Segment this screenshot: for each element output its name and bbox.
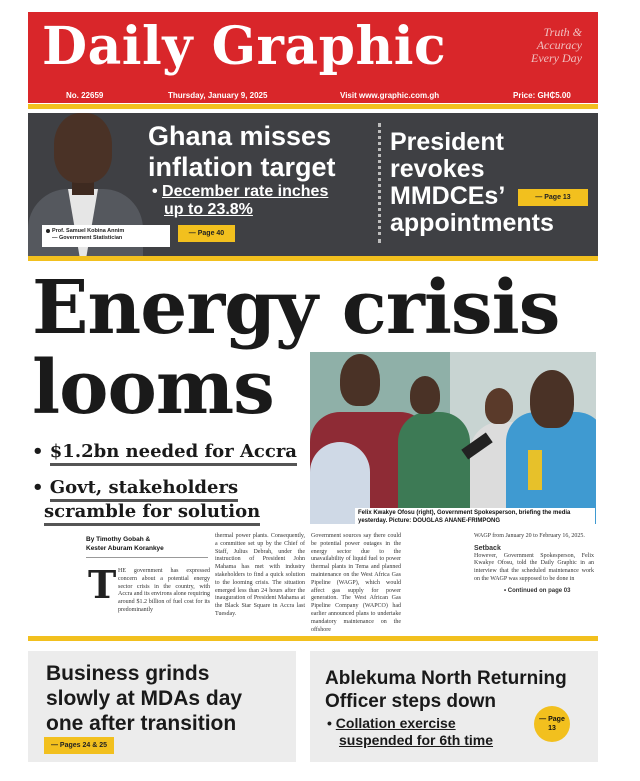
- newspaper-logo: Daily Graphic: [42, 16, 447, 77]
- column-4-intro: WAGP from January 20 to February 16, 2025.: [474, 533, 585, 539]
- continued-on-page-link[interactable]: • Continued on page 03: [504, 587, 571, 594]
- teaser-inflation-bullet: • December rate inches up to 23.8%: [152, 183, 329, 218]
- teaser-mmdce-headline[interactable]: [390, 129, 554, 237]
- headline-line-1: Ablekuma North Returning: [325, 668, 567, 689]
- page-ref-40[interactable]: — Page 40: [178, 225, 235, 242]
- sub-headline-2: • Govt, stakeholders scramble for solution: [32, 476, 260, 524]
- setback-subhead: Setback: [474, 544, 501, 552]
- photo-caption-statistician: [42, 225, 170, 247]
- byline: [86, 535, 206, 553]
- byline-line-2: Kester Aburam Korankye: [86, 545, 164, 552]
- sub-headline-2-line-2: scramble for solution: [44, 501, 260, 526]
- tagline-line-2: Accuracy: [536, 38, 582, 52]
- bullet-line-2: up to 23.8%: [164, 201, 253, 218]
- bottom-divider: [296, 651, 310, 762]
- photo-caption-spokesperson: Felix Kwakye Ofosu (right), Government Spokesperson, briefing the media yesterday. Picture: DOUGLAS ANANE-FRIMPONG: [355, 508, 595, 526]
- bottom-teaser-band: [28, 651, 598, 762]
- headline-line-3: one after transition: [46, 712, 237, 735]
- headline-line-2: revokes: [390, 155, 485, 183]
- issue-number: No. 22659: [66, 91, 104, 100]
- teaser-inflation-headline[interactable]: [148, 121, 336, 183]
- main-headline-line-1: Energy crisis: [32, 265, 560, 351]
- masthead: [28, 12, 598, 89]
- main-headline-line-2: looms: [32, 345, 274, 431]
- story-column-2: thermal power plants. Consequently, a committee set up by the Chief of Staff, Julius Debrah, under the instruction of President John Mahama has met with industry stakeholders to find a quick solution to the looming crisis. The situation emerged less than 24 hours after the inauguration of President Mahama at the Black Star Square in Accra last Tuesday.: [215, 533, 305, 617]
- headline-line-2: slowly at MDAs day: [46, 687, 243, 710]
- dotted-divider: [378, 123, 382, 243]
- teaser-mdas-headline[interactable]: [46, 661, 242, 736]
- press-briefing-photo: [310, 352, 596, 524]
- drop-cap: T: [88, 562, 117, 607]
- page-ref-24-25[interactable]: — Pages 24 & 25: [44, 737, 114, 754]
- bullet-line-2: suspended for 6th time: [339, 732, 494, 748]
- website-link[interactable]: Visit www.graphic.com.gh: [340, 91, 440, 100]
- headline-line-1: Ghana misses: [148, 121, 332, 151]
- headline-line-2: inflation target: [148, 152, 336, 182]
- caption-title: — Government Statistician: [52, 235, 123, 241]
- bullet-line-1: Collation exercise: [335, 715, 456, 731]
- price: Price: GH₵5.00: [513, 91, 571, 100]
- tagline-line-1: Truth &: [543, 25, 582, 39]
- issue-date: Thursday, January 9, 2025: [168, 91, 268, 100]
- bullet-line-1: December rate inches: [162, 183, 329, 200]
- gold-divider-bottom: [28, 636, 598, 641]
- gold-divider-mid: [28, 256, 598, 261]
- headline-line-1: President: [390, 128, 504, 156]
- main-headline[interactable]: [32, 265, 560, 431]
- headline-line-4: appointments: [390, 209, 554, 237]
- story-column-3: Government sources say there could be potential power outages in the energy sector due to the unavailability of liquid fuel to power thermal plants in Tema and planned maintenance on the West Africa Gas Pipeline (WAGP), which would affect gas supply for power generation. The West African Gas Pipeline Company (WAPCO) had earlier announced plans to undertake mandatory maintenance on the offshore: [311, 533, 401, 633]
- column-4-body: However, Government Spokesperson, Felix Kwakye Ofosu, told the Daily Graphic in an interview that the scheduled maintenance work on the WAGP was supposed to be done in: [474, 552, 594, 582]
- circle-tag-line-1: — Page: [539, 716, 565, 723]
- story-column-4: [474, 533, 594, 596]
- teaser-ablekuma-bullet: • Collation exercise suspended for 6th time: [327, 715, 494, 748]
- page-ref-13-circle[interactable]: [534, 706, 570, 742]
- teaser-ablekuma-headline[interactable]: [325, 667, 567, 713]
- headline-line-2: Officer steps down: [325, 691, 497, 712]
- byline-rule: [86, 557, 208, 558]
- tagline-line-3: Every Day: [531, 51, 582, 65]
- headline-line-1: Business grinds: [46, 662, 210, 685]
- masthead-info-bar: [28, 89, 598, 103]
- masthead-tagline: [531, 26, 582, 65]
- caption-name: Prof. Samuel Kobina Annim: [52, 228, 125, 234]
- page-ref-13[interactable]: — Page 13: [518, 189, 588, 206]
- sub-headline-2-line-1: Govt, stakeholders: [50, 477, 238, 502]
- sub-headline-1-text: $1.2bn needed for Accra: [50, 441, 297, 466]
- circle-tag-line-2: 13: [548, 725, 556, 732]
- headline-line-3: MMDCEs’: [390, 182, 506, 210]
- gold-divider-top: [28, 104, 598, 109]
- byline-line-1: By Timothy Gobah &: [86, 536, 151, 543]
- top-teaser-band: [28, 113, 598, 256]
- sub-headline-1: • $1.2bn needed for Accra: [32, 440, 297, 464]
- story-column-1: HE government has expressed concern about a potential energy sector crisis in the country, with Accra and its environs alone requiring around $1.2 billion of fuel cost for its predominantly: [118, 568, 210, 613]
